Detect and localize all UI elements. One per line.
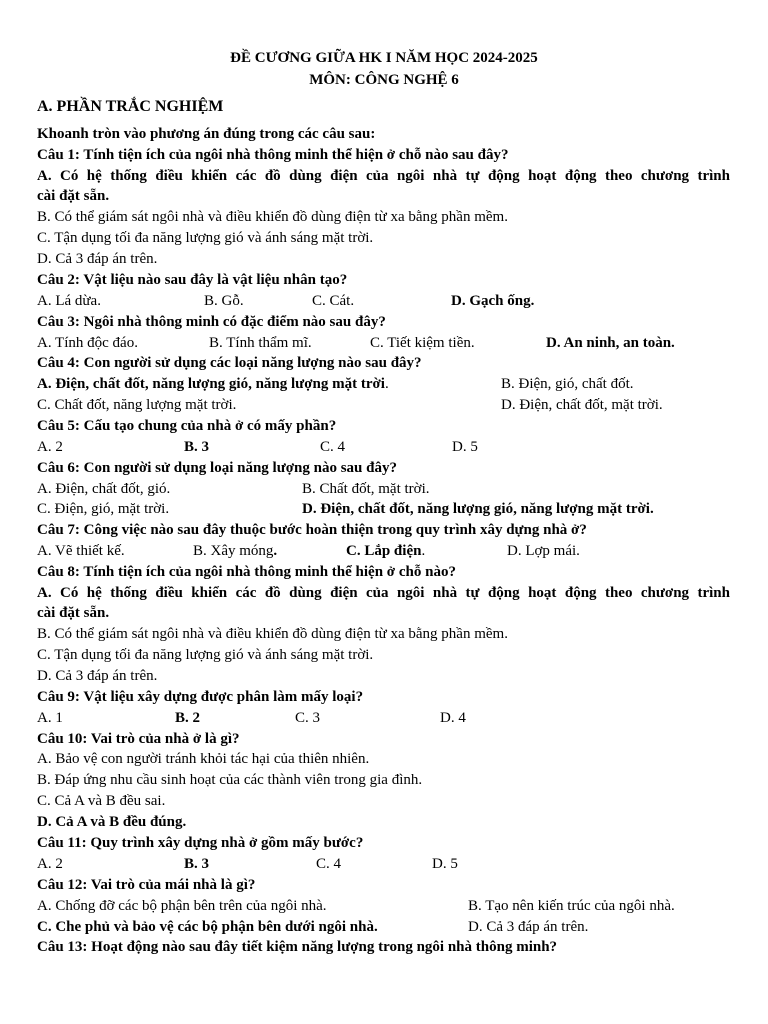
question-8: Câu 8: Tính tiện ích của ngôi nhà thông minh thể hiện ở chỗ nào? (37, 564, 456, 580)
question-1-option-a-cont: cài đặt sẵn. (37, 188, 110, 204)
question-12-option-b: B. Tạo nên kiến trúc của ngôi nhà. (468, 898, 675, 914)
question-4-option-b: B. Điện, gió, chất đốt. (501, 376, 634, 392)
question-8-option-a: A. Có hệ thống điều khiển các đồ dùng điện của ngôi nhà tự động hoạt động theo chương trình (37, 585, 730, 601)
question-6: Câu 6: Con người sử dụng loại năng lượng nào sau đây? (37, 460, 397, 476)
question-7: Câu 7: Công việc nào sau đây thuộc bước hoàn thiện trong quy trình xây dựng nhà ở? (37, 522, 587, 538)
question-1-option-a: A. Có hệ thống điều khiển các đồ dùng điện của ngôi nhà tự động hoạt động theo chương trình (37, 168, 730, 184)
question-8-option-c: C. Tận dụng tối đa năng lượng gió và ánh sáng mặt trời. (37, 647, 374, 663)
question-7-option-b-dot: . (273, 543, 278, 559)
question-12: Câu 12: Vai trò của mái nhà là gì? (37, 877, 256, 893)
question-11-option-d: D. 5 (432, 856, 458, 872)
question-9-option-b: B. 2 (175, 710, 201, 726)
question-3-option-d: D. An ninh, an toàn. (546, 335, 675, 351)
question-8-option-b: B. Có thể giám sát ngôi nhà và điều khiển đồ dùng điện từ xa bằng phần mềm. (37, 626, 508, 642)
question-2-option-c: C. Cát. (312, 293, 355, 309)
question-1-option-c: C. Tận dụng tối đa năng lượng gió và ánh sáng mặt trời. (37, 230, 374, 246)
question-4-option-d: D. Điện, chất đốt, mặt trời. (501, 397, 663, 413)
question-4-option-a-text: A. Điện, chất đốt, năng lượng gió, năng lượng mặt trời (37, 376, 385, 392)
question-2-option-a: A. Lá dừa. (37, 293, 101, 309)
question-11: Câu 11: Quy trình xây dựng nhà ở gồm mấy bước? (37, 835, 364, 851)
question-11-option-b: B. 3 (184, 856, 210, 872)
question-2-option-d: D. Gạch ống. (451, 293, 535, 309)
question-7-option-b-text: B. Xây móng (193, 543, 274, 559)
document-subject: MÔN: CÔNG NGHỆ 6 (309, 72, 459, 88)
question-12-option-a: A. Chống đỡ các bộ phận bên trên của ngôi nhà. (37, 898, 327, 914)
question-9-option-d: D. 4 (440, 710, 466, 726)
question-5-option-c: C. 4 (320, 439, 346, 455)
question-11-option-c: C. 4 (316, 856, 342, 872)
question-7-option-c (346, 541, 425, 562)
question-10-option-d: D. Cả A và B đều đúng. (37, 814, 187, 830)
question-3-option-c: C. Tiết kiệm tiền. (370, 335, 475, 351)
question-8-option-d: D. Cả 3 đáp án trên. (37, 668, 158, 684)
question-4-option-a (37, 374, 389, 395)
question-5-option-b: B. 3 (184, 439, 210, 455)
question-13: Câu 13: Hoạt động nào sau đây tiết kiệm năng lượng trong ngôi nhà thông minh? (37, 939, 558, 955)
section-heading: A. PHẦN TRẮC NGHIỆM (37, 98, 224, 115)
question-8-option-a-cont: cài đặt sẵn. (37, 605, 110, 621)
question-10-option-c: C. Cả A và B đều sai. (37, 793, 166, 809)
question-1: Câu 1: Tính tiện ích của ngôi nhà thông minh thể hiện ở chỗ nào sau đây? (37, 147, 509, 163)
question-3-option-a: A. Tính độc đáo. (37, 335, 138, 351)
question-2-option-b: B. Gỗ. (204, 293, 244, 309)
question-4-option-c: C. Chất đốt, năng lượng mặt trời. (37, 397, 237, 413)
question-2: Câu 2: Vật liệu nào sau đây là vật liệu nhân tạo? (37, 272, 348, 288)
question-9-option-c: C. 3 (295, 710, 321, 726)
question-6-option-a: A. Điện, chất đốt, gió. (37, 481, 171, 497)
question-3: Câu 3: Ngôi nhà thông minh có đặc điểm nào sau đây? (37, 314, 386, 330)
document-title: ĐỀ CƯƠNG GIỮA HK I NĂM HỌC 2024-2025 (230, 50, 538, 66)
question-3-option-b: B. Tính thẩm mĩ. (209, 335, 312, 351)
question-9-option-a: A. 1 (37, 710, 63, 726)
question-5-option-a: A. 2 (37, 439, 63, 455)
question-7-option-a: A. Vẽ thiết kế. (37, 543, 125, 559)
question-10-option-b: B. Đáp ứng nhu cầu sinh hoạt của các thành viên trong gia đình. (37, 772, 423, 788)
question-7-option-c-text: C. Lắp điện (346, 543, 422, 559)
question-7-option-b (193, 541, 277, 562)
question-4: Câu 4: Con người sử dụng các loại năng lượng nào sau đây? (37, 355, 422, 371)
question-9: Câu 9: Vật liệu xây dựng được phân làm mấy loại? (37, 689, 364, 705)
question-10-option-a: A. Bảo vệ con người tránh khỏi tác hại của thiên nhiên. (37, 751, 370, 767)
question-5: Câu 5: Cấu tạo chung của nhà ở có mấy phần? (37, 418, 337, 434)
question-6-option-b: B. Chất đốt, mặt trời. (302, 481, 430, 497)
question-12-option-c: C. Che phủ và bảo vệ các bộ phận bên dưới ngôi nhà. (37, 919, 378, 935)
question-11-option-a: A. 2 (37, 856, 63, 872)
question-7-option-c-dot: . (421, 543, 426, 559)
question-1-option-d: D. Cả 3 đáp án trên. (37, 251, 158, 267)
question-12-option-d: D. Cả 3 đáp án trên. (468, 919, 589, 935)
question-6-option-d: D. Điện, chất đốt, năng lượng gió, năng lượng mặt trời. (302, 501, 654, 517)
question-7-option-d: D. Lợp mái. (507, 543, 580, 559)
question-6-option-c: C. Điện, gió, mặt trời. (37, 501, 170, 517)
question-5-option-d: D. 5 (452, 439, 478, 455)
question-10: Câu 10: Vai trò của nhà ở là gì? (37, 731, 240, 747)
question-4-option-a-dot: . (384, 376, 389, 392)
instruction-text: Khoanh tròn vào phương án đúng trong các câu sau: (37, 126, 376, 142)
question-1-option-b: B. Có thể giám sát ngôi nhà và điều khiển đồ dùng điện từ xa bằng phần mềm. (37, 209, 508, 225)
